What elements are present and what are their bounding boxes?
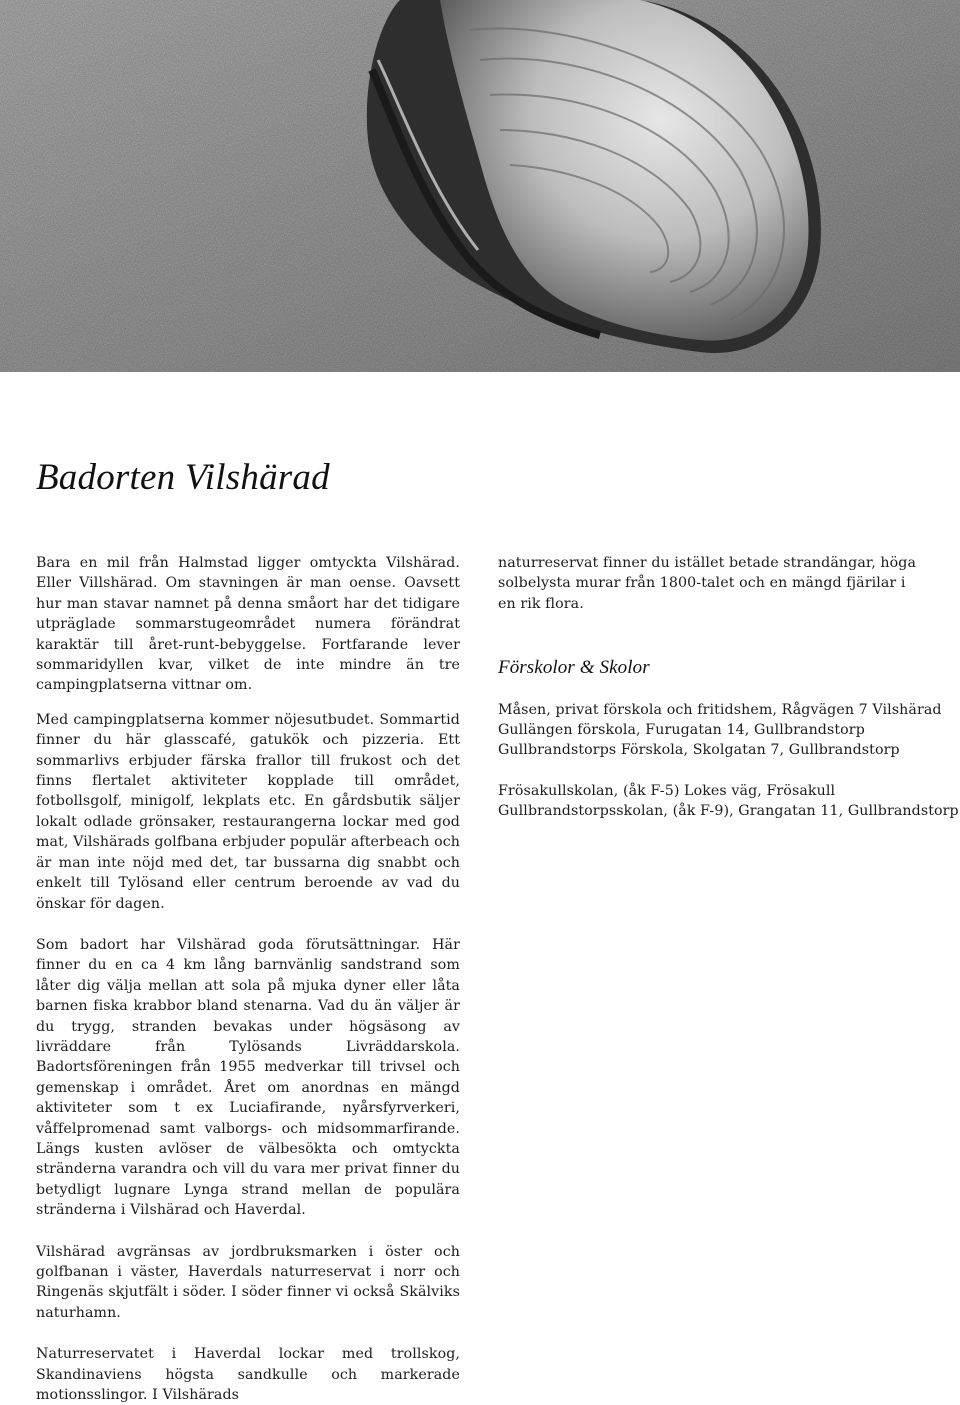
paragraph-borders: Vilshärad avgränsas av jordbruksmarken i öster och golfbanan i väster, Haverdals naturreservat i norr och Ringenäs skjutfält i söder. I söder finner vi också Skälviks naturhamn.	[36, 1243, 460, 1321]
schools-heading: Förskolor & Skolor	[498, 657, 650, 679]
clam-shell-photo	[0, 0, 960, 372]
left-column	[36, 553, 460, 1405]
list-item: Måsen, privat förskola och fritidshem, Rågvägen 7 Vilshärad	[498, 701, 942, 718]
paragraph-nature-continuation: naturreservat finner du istället betade strandängar, höga solbelysta murar från 1800-talet och en mängd fjärilar i en rik flora.	[498, 555, 917, 612]
list-item: Gullängen förskola, Furugatan 14, Gullbrandstorp	[498, 722, 865, 739]
paragraph-intro: Bara en mil från Halmstad ligger omtyckta Vilshärad. Eller Villshärad. Om stavningen är man oense. Oavsett hur man stavar namnet på denna småort har det tidigare utpräglade sommarstugeområdet numera förändrat karaktär till året-runt-bebyggelse. Fortfarande lever sommaridyllen kvar, vilket de inte mindre än tre campingplatserna vittnar om.	[36, 555, 460, 694]
list-item: Frösakullskolan, (åk F-5) Lokes väg, Frösakull	[498, 782, 836, 799]
paragraph-nature-reserve: Naturreservatet i Haverdal lockar med trollskog, Skandinaviens högsta sandkulle och markerade motionsslingor. I Vilshärads	[36, 1346, 460, 1404]
paragraph-beach: Som badort har Vilshärad goda förutsättningar. Här finner du en ca 4 km lång barnvänlig sandstrand som låter dig välja mellan att sola på mjuka dyner eller låta barnen fiska krabbor bland stenarna. Vad du än väljer är du trygg, stranden bevakas under högsäsong av livräddare från Tylösands Livräddarskola. Badortsföreningen från 1955 medverkar till trivsel och gemenskap i området. Året om anordnas en mängd aktiviteter som t ex Luciafirande, nyårsfyrverkeri, våffelpromenad samt valborgs- och midsommarfirande. Längs kusten avlöser de välbesökta och omtyckta stränderna varandra och vill du vara mer privat finner du betydligt lugnare Lynga strand mellan de populära stränderna i Vilshärad och Haverdal.	[36, 936, 460, 1219]
page-title: Badorten Vilshärad	[36, 457, 330, 498]
paragraph-entertainment: Med campingplatserna kommer nöjesutbudet. Sommartid finner du här glasscafé, gatukök och pizzeria. Ett sommarlivs erbjuder färska frallor till frukost och det finns flertalet aktiviteter kopplade till området, fotbollsgolf, minigolf, lekplats etc. En gårdsbutik säljer lokalt odlade grönsaker, restaurangerna lockar med god mat, Vilshärads golfbana erbjuder populär afterbeach och är man inte nöjd med det, tar bussarna dig snabbt och enkelt till Tylösand eller centrum beroende av vad du önskar för dagen.	[36, 711, 460, 912]
list-item: Gullbrandstorpsskolan, (åk F-9), Grangatan 11, Gullbrandstorp	[498, 803, 959, 820]
right-column	[498, 553, 959, 822]
list-item: Gullbrandstorps Förskola, Skolgatan 7, Gullbrandstorp	[498, 742, 900, 759]
preschool-list	[498, 700, 942, 761]
school-list	[498, 781, 959, 822]
